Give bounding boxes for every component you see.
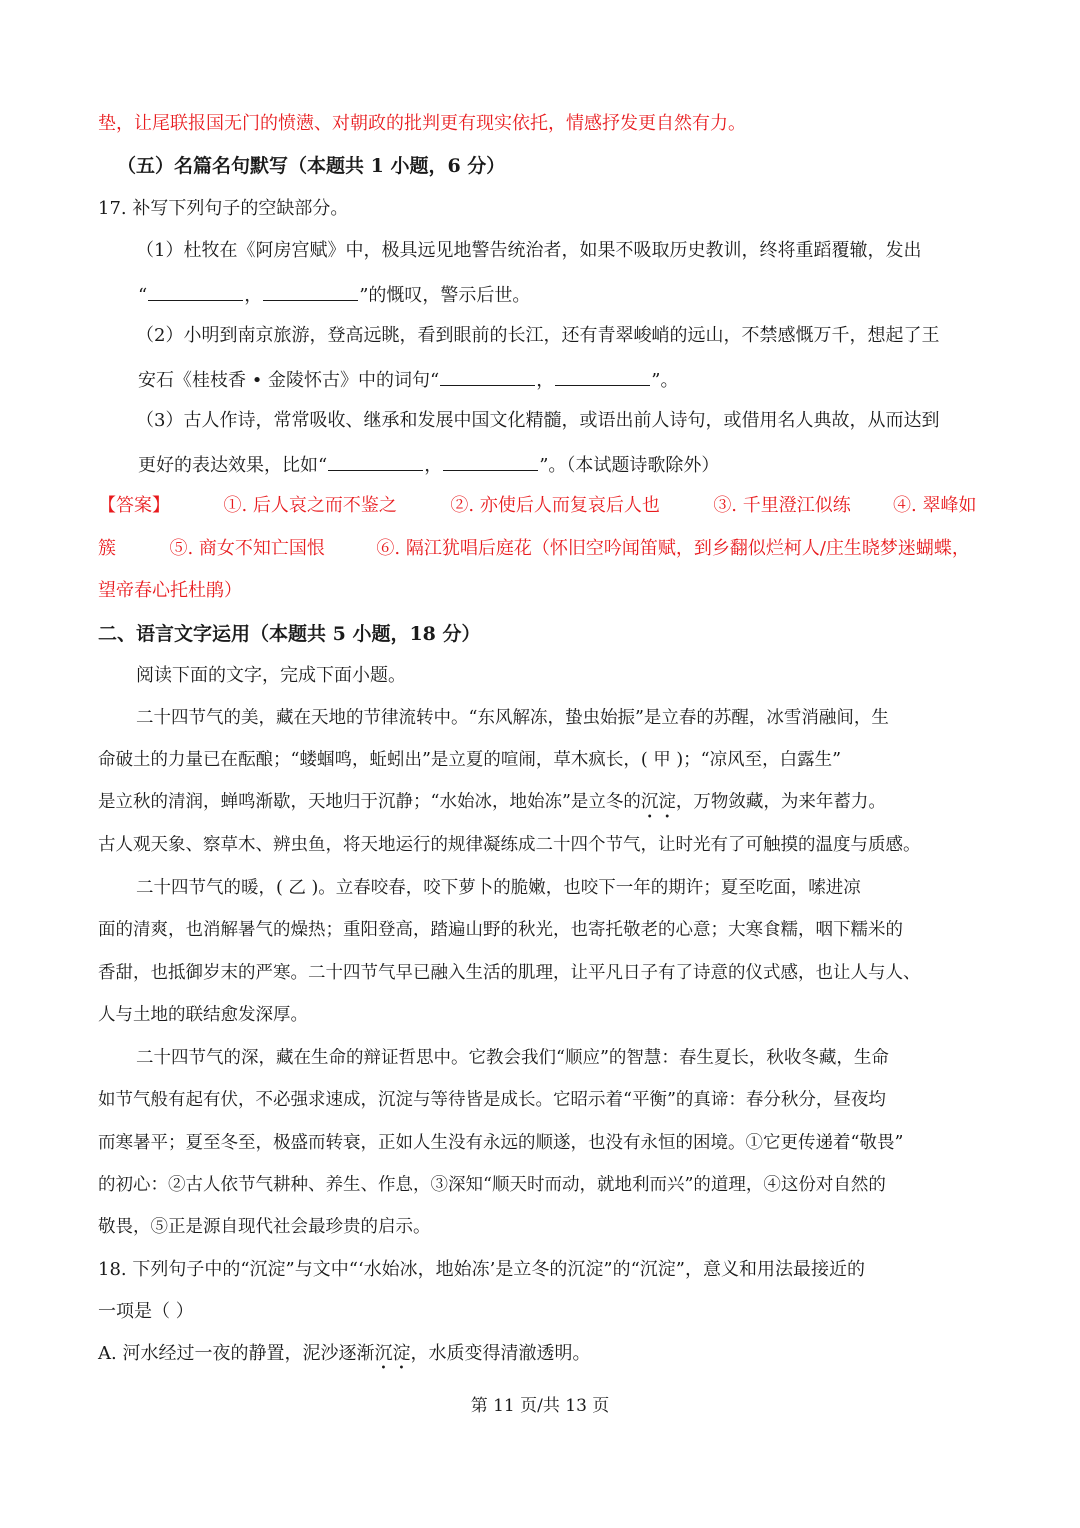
answer-blank[interactable]	[443, 452, 538, 471]
section-title: 二、语言文字运用（本题共 5 小题，18 分）	[98, 623, 481, 645]
option-text: A. 河水经过一夜的静置，泥沙逐渐	[98, 1343, 375, 1364]
part2-prefix: 安石《桂枝香 • 金陵怀古》中的词句“	[138, 370, 440, 391]
answer-item-4b: 簇	[98, 538, 116, 559]
answer-item: ②. 亦使后人而复哀后人也	[450, 495, 660, 516]
answer-blank[interactable]	[328, 452, 423, 471]
answer-block-line1	[98, 494, 851, 518]
emphasis-char: 淀	[658, 792, 676, 812]
answer-blank[interactable]	[555, 367, 650, 386]
answer-item: ①. 后人哀之而不鉴之	[223, 495, 397, 516]
answer-blank[interactable]	[148, 282, 243, 301]
passage-line: 古人观天象、察草木、辨虫鱼，将天地运行的规律凝练成二十四个节气，让时光有了可触摸的温度与质感。	[98, 835, 921, 855]
open-quote: “	[138, 285, 148, 306]
answer-item-4a: ④. 翠峰如	[893, 495, 977, 516]
passage-line: 命破土的力量已在酝酿；“蝼蝈鸣，蚯蚓出”是立夏的喧闹，草木疯长，( 甲 )；“凉风至，白露生”	[98, 750, 842, 770]
answer-item: ③. 千里澄江似练	[713, 495, 851, 516]
passage-line: 二十四节气的美，藏在天地的节律流转中。“东风解冻，蛰虫始振”是立春的苏醒，冰雪消融间，生	[136, 708, 889, 728]
passage-line: 二十四节气的深，藏在生命的辩证哲思中。它教会我们“顺应”的智慧：春生夏长，秋收冬藏，生命	[136, 1048, 889, 1068]
emphasis-char: 淀	[392, 1343, 411, 1364]
part1-tail: ”的慨叹，警示后世。	[359, 285, 531, 306]
comma: ，	[536, 370, 555, 391]
passage-text: ，万物敛藏，为来年蓄力。	[675, 792, 886, 812]
part2-tail: ”。	[651, 370, 679, 391]
q17-part2-text: （2）小明到南京旅游，登高远眺，看到眼前的长江，还有青翠峻峭的远山，不禁感慨万千，想起了王	[136, 325, 940, 346]
answer-item: ⑤. 商女不知亡国恨	[169, 538, 325, 559]
answer-block-line2	[98, 537, 970, 561]
answer-blank[interactable]	[440, 367, 535, 386]
passage-line: 香甜，也抵御岁末的严寒。二十四节气早已融入生活的肌理，让平凡日子有了诗意的仪式感，也让人与人、	[98, 963, 921, 983]
q17-part1-blanks	[138, 282, 530, 308]
explanation-continuation: 垫，让尾联报国无门的愤懑、对朝政的批判更有现实依托，情感抒发更自然有力。	[98, 113, 746, 134]
option-a[interactable]	[98, 1342, 590, 1366]
section-title: （五）名篇名句默写（本题共 1 小题，6 分）	[117, 155, 506, 177]
question-18-stem: 18. 下列句子中的“沉淀”与文中“‘水始冰，地始冻’是立冬的沉淀”的“沉淀”，意义和用法最接近的	[98, 1259, 865, 1280]
passage-line: 而寒暑平；夏至冬至，极盛而转衰，正如人生没有永远的顺遂，也没有永恒的困境。①它更传递着“敬畏”	[98, 1133, 904, 1153]
q17-part3-blanks	[138, 452, 719, 478]
answer-label: 【答案】	[98, 495, 170, 516]
emphasis-char: 沉	[374, 1343, 393, 1364]
q17-part3-text: （3）古人作诗，常常吸收、继承和发展中国文化精髓，或语出前人诗句，或借用名人典故，从而达到	[136, 410, 940, 431]
passage-line: 人与土地的联结愈发深厚。	[98, 1005, 308, 1025]
option-text: ，水质变得清澈透明。	[410, 1343, 591, 1364]
passage-line: 二十四节气的暖，( 乙 )。立春咬春，咬下萝卜的脆嫩，也咬下一年的期许；夏至吃面，嗦进凉	[136, 878, 861, 898]
q17-part2-blanks	[138, 367, 678, 393]
passage-line: 敬畏，⑤正是源自现代社会最珍贵的启示。	[98, 1217, 431, 1237]
passage-line	[98, 790, 886, 814]
reading-intro: 阅读下面的文字，完成下面小题。	[136, 665, 406, 686]
answer-blank[interactable]	[263, 282, 358, 301]
comma: ，	[424, 455, 443, 476]
comma: ，	[244, 285, 263, 306]
part3-tail: ”。（本试题诗歌除外）	[539, 455, 720, 476]
passage-line: 的初心：②古人依节气耕种、养生、作息，③深知“顺天时而动，就地利而兴”的道理，④这份对自然的	[98, 1175, 886, 1195]
page-number: 第 11 页/共 13 页	[470, 1396, 610, 1416]
answer-block-line3: 望帝春心托杜鹃）	[98, 580, 242, 601]
passage-line: 面的清爽，也消解暑气的燥热；重阳登高，踏遍山野的秋光，也寄托敬老的心意；大寒食糯，咽下糯米的	[98, 920, 903, 940]
passage-text: 是立秋的清润，蝉鸣渐歇，天地归于沉静；“水始冰，地始冻”是立冬的	[98, 792, 641, 812]
question-17-stem: 17. 补写下列句子的空缺部分。	[98, 198, 349, 219]
passage-line: 如节气般有起有伏，不必强求速成，沉淀与等待皆是成长。它昭示着“平衡”的真谛：春分秋分，昼夜均	[98, 1090, 886, 1110]
question-18-stem-cont: 一项是（ ）	[98, 1301, 194, 1322]
emphasis-char: 沉	[640, 792, 659, 812]
part3-prefix: 更好的表达效果，比如“	[138, 455, 328, 476]
q17-part1-text: （1）杜牧在《阿房宫赋》中，极具远见地警告统治者，如果不吸取历史教训，终将重蹈覆辙，发出	[136, 240, 922, 261]
answer-item: ⑥. 隔江犹唱后庭花（怀旧空吟闻笛赋，到乡翻似烂柯人/庄生晓梦迷蝴蝶，	[376, 538, 970, 559]
